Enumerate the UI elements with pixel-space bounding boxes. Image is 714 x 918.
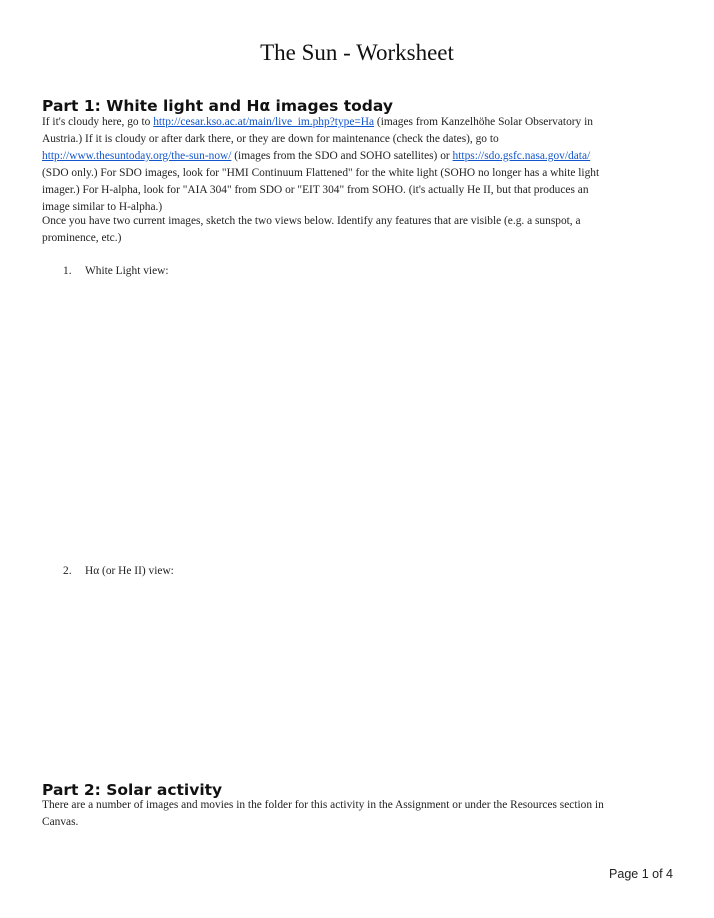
part1-intro-paragraph (42, 114, 674, 215)
intro-line-3 (42, 148, 674, 165)
intro-line-4: (SDO only.) For SDO images, look for "HMI Continuum Flattened" for the white light (SOHO no longer has a white light (42, 166, 600, 179)
intro-line-6: image similar to H-alpha.) (42, 200, 163, 213)
part2-line-1: There are a number of images and movies in the folder for this activity in the Assignment or under the Resources section in (42, 799, 604, 811)
part2-heading: Part 2: Solar activity (42, 781, 223, 799)
list-item-label: Hα (or He II) view: (85, 565, 174, 577)
intro-text: (images from Kanzelhöhe Solar Observatory in (374, 116, 593, 128)
intro-line-5: imager.) For H-alpha, look for "AIA 304" from SDO or "EIT 304" from SOHO. (it's actually He II, but that produces an (42, 183, 589, 196)
sdo-data-link[interactable]: https://sdo.gsfc.nasa.gov/data/ (452, 149, 591, 162)
list-item-white-light (63, 263, 169, 279)
part2-paragraph (42, 797, 674, 831)
list-item-label: White Light view: (85, 265, 169, 277)
list-item-number: 1. (63, 265, 72, 277)
halpha-sketch-area[interactable] (42, 582, 674, 772)
part1-heading: Part 1: White light and Hα images today (42, 97, 393, 115)
intro-line-2: Austria.) If it is cloudy or after dark there, or they are down for maintenance (check the dates), go to (42, 132, 499, 145)
intro-line-1 (42, 114, 674, 131)
document-title: The Sun - Worksheet (260, 40, 454, 65)
page-number: Page 1 of 4 (609, 867, 673, 881)
sketch-line-1: Once you have two current images, sketch the two views below. Identify any features that are visible (e.g. a sunspot, a (42, 215, 581, 227)
intro-text: (images from the SDO and SOHO satellites) or (231, 149, 453, 162)
intro-text: If it's cloudy here, go to (42, 116, 154, 128)
list-item-halpha (63, 563, 174, 579)
kanzelhohe-link[interactable]: http://cesar.kso.ac.at/main/live_im.php?type=Ha (153, 116, 375, 128)
sketch-line-2: prominence, etc.) (42, 231, 122, 244)
suntoday-link[interactable]: http://www.thesuntoday.org/the-sun-now/ (42, 149, 232, 162)
white-light-sketch-area[interactable] (42, 282, 674, 552)
list-item-number: 2. (63, 565, 72, 577)
part2-line-2: Canvas. (42, 815, 79, 828)
sketch-instructions (42, 213, 674, 247)
